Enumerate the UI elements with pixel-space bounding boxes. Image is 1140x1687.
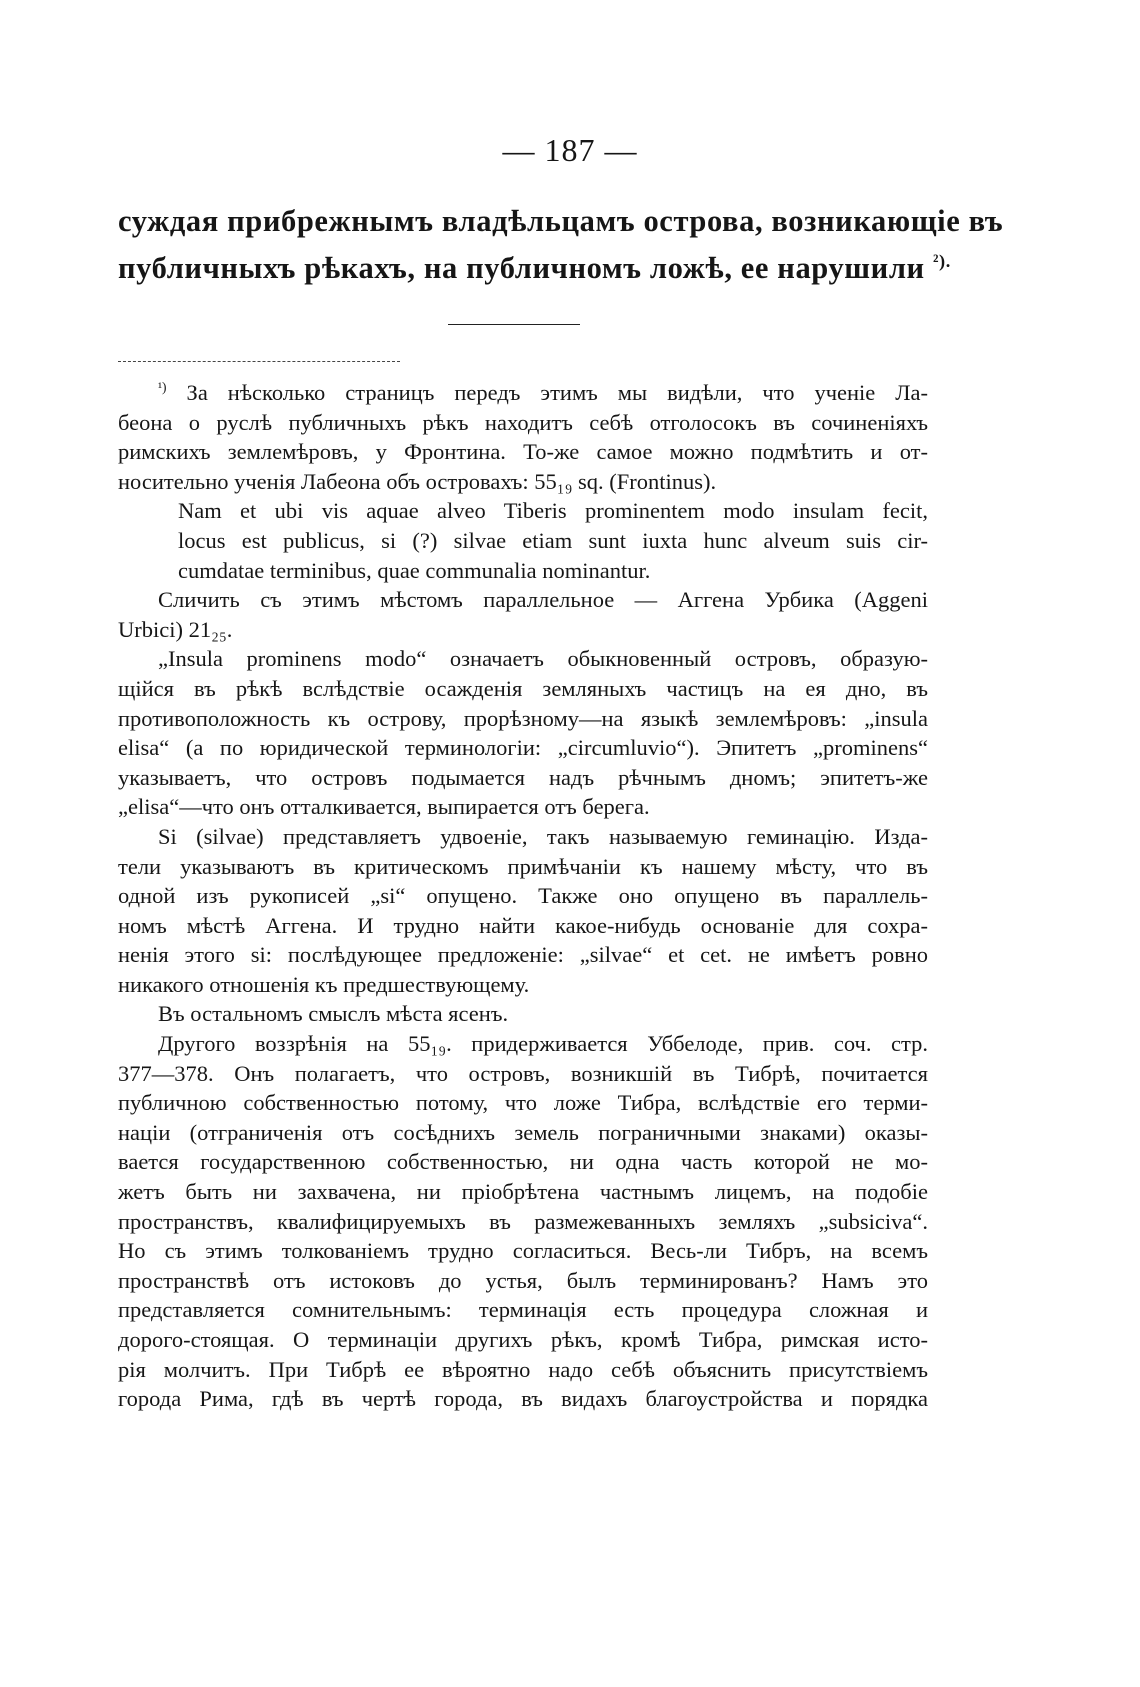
main-text-line: суждая прибрежнымъ владѣльцамъ острова, возникающіе въ <box>118 204 1004 238</box>
paragraph-line: публичною собственностью потому, что ложе Тибра, вслѣдствіе его терми- <box>118 1090 928 1116</box>
main-text-line <box>118 245 951 292</box>
paragraph-line: ненія этого si: послѣдующее предложеніе: „silvae“ et cet. не имѣетъ ровно <box>118 942 928 968</box>
quote-line: cumdatae terminibus, quae communalia nominantur. <box>178 557 651 583</box>
paragraph-line: рія молчитъ. При Тибрѣ ее вѣроятно надо себѣ объяснить присутствіемъ <box>118 1356 928 1382</box>
paragraph-line: elisa“ (а по юридической терминологіи: „circumluvio“). Эпитетъ „prominens“ <box>118 735 928 761</box>
footnote-line <box>118 378 928 408</box>
paragraph-insula <box>118 644 928 822</box>
latin-quote <box>118 496 928 585</box>
paragraph-rest <box>118 999 928 1029</box>
main-text-block <box>118 198 1004 292</box>
footnotes-block <box>118 378 928 1414</box>
paragraph-line: указываетъ, что островъ подымается надъ рѣчнымъ дномъ; эпитетъ-же <box>118 764 928 790</box>
paragraph-line: Urbici) 21₂₅. <box>118 616 233 642</box>
paragraph-line: города Рима, гдѣ въ чертѣ города, въ видахъ благоустройства и порядка <box>118 1386 928 1412</box>
paragraph-line: Въ остальномъ смыслъ мѣста ясенъ. <box>158 1001 509 1027</box>
paragraph-line: противоположность къ острову, прорѣзному—на языкѣ землемѣровъ: „insula <box>118 705 928 731</box>
paragraph-line: тели указываютъ въ критическомъ примѣчаніи къ нашему мѣсту, что въ <box>118 853 928 879</box>
main-text-line-content: публичныхъ рѣкахъ, на публичномъ ложѣ, ее нарушили <box>118 251 925 285</box>
paragraph-ubbelohde <box>118 1029 928 1414</box>
section-separator <box>448 324 580 325</box>
quote-line: locus est publicus, si (?) silvae etiam sunt iuxta hunc alveum suis cir- <box>178 527 928 553</box>
paragraph-line: Si (silvae) представляетъ удвоеніе, такъ называемую геминацію. Изда- <box>158 823 928 849</box>
paragraph-line: представляется сомнительнымъ: терминація есть процедура сложная и <box>118 1297 928 1323</box>
footnote-line-text: За нѣсколько страницъ передъ этимъ мы видѣли, что ученіе Ла- <box>186 380 929 405</box>
footnote-mark: ¹) <box>158 379 167 395</box>
footnote-line: носительно ученія Лабеона объ островахъ: 55₁₉ sq. (Frontinus). <box>118 468 717 494</box>
footnote-1 <box>118 378 928 496</box>
paragraph-line: Но съ этимъ толкованіемъ трудно согласиться. Весь-ли Тибръ, на всемъ <box>118 1238 928 1264</box>
paragraph-line: Другого воззрѣнія на 55₁₉. придерживается Уббелоде, прив. соч. стр. <box>158 1031 928 1057</box>
paragraph-line: „Insula prominens modo“ означаетъ обыкновенный островъ, образую- <box>158 646 928 672</box>
paragraph-line: одной изъ рукописей „si“ опущено. Также оно опущено въ параллель- <box>118 883 928 909</box>
paragraph-line: щійся въ рѣкѣ вслѣдствіе осажденія земляныхъ частицъ на ея дно, въ <box>118 675 928 701</box>
paragraph-line: номъ мѣстѣ Аггена. И трудно найти какое-нибудь основаніе для сохра- <box>118 912 928 938</box>
paragraph-line: „elisa“—что онъ отталкивается, выпирается отъ берега. <box>118 794 650 820</box>
paragraph-line: никакого отношенія къ предшествующему. <box>118 971 530 997</box>
paragraph-aggen <box>118 585 928 644</box>
quote-line: Nam et ubi vis aquae alveo Tiberis prominentem modo insulam fecit, <box>178 498 928 524</box>
footnote-line: римскихъ землемѣровъ, у Фронтина. То-же самое можно подмѣтить и от- <box>118 439 928 465</box>
paragraph-line: жетъ быть ни захвачена, ни пріобрѣтена частнымъ лицемъ, на подобіе <box>118 1179 928 1205</box>
footnote-separator <box>118 361 400 362</box>
footnote-reference: ²). <box>932 250 951 271</box>
paragraph-line: Сличить съ этимъ мѣстомъ параллельное — Аггена Урбика (Aggeni <box>158 587 928 613</box>
paragraph-si <box>118 822 928 1000</box>
footnote-line: беона о руслѣ публичныхъ рѣкъ находитъ себѣ отголосокъ въ сочиненіяхъ <box>118 409 928 435</box>
paragraph-line: пространствѣ отъ истоковъ до устья, былъ терминированъ? Намъ это <box>118 1267 928 1293</box>
paragraph-line: пространствъ, квалифицируемыхъ въ размежеванныхъ земляхъ „subsiciva“. <box>118 1208 928 1234</box>
page-number: — 187 — <box>502 132 638 168</box>
paragraph-line: націи (отграниченія отъ сосѣднихъ земель пограничными знаками) оказы- <box>118 1119 928 1145</box>
paragraph-line: 377—378. Онъ полагаетъ, что островъ, возникшій въ Тибрѣ, почитается <box>118 1060 928 1086</box>
paragraph-line: вается государственною собственностью, ни одна часть которой не мо- <box>118 1149 928 1175</box>
paragraph-line: дорого-стоящая. О терминаціи другихъ рѣкъ, кромѣ Тибра, римская исто- <box>118 1327 928 1352</box>
